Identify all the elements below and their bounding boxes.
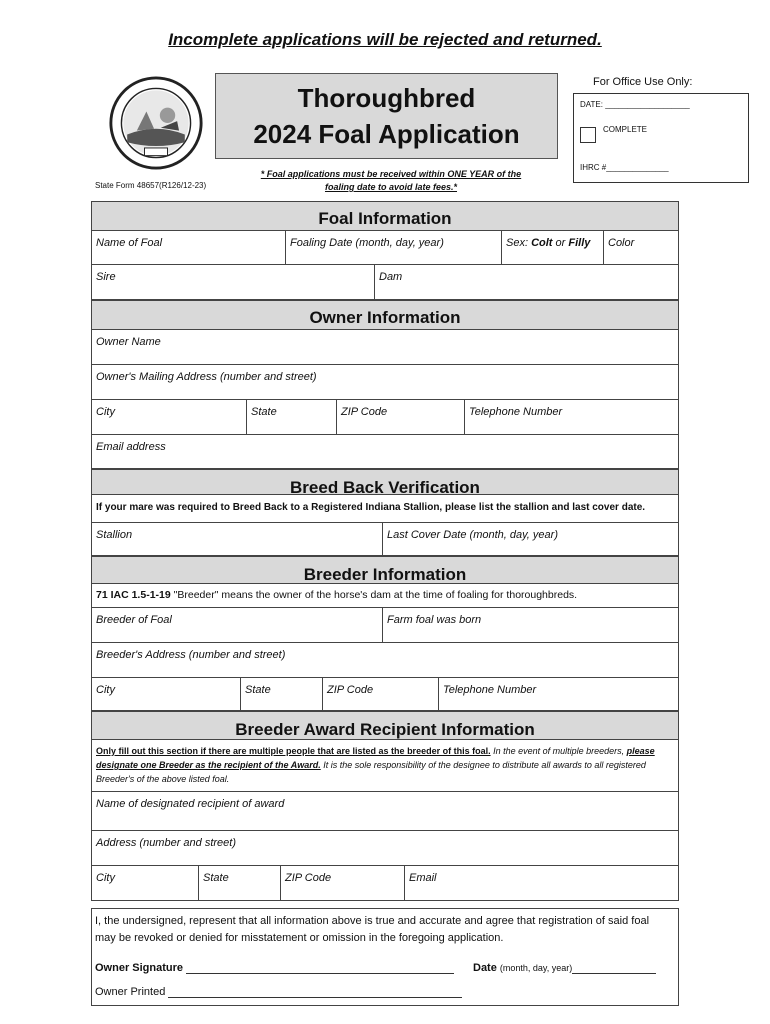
foal-name-label: Name of Foal [96,237,163,249]
breed-back-row [91,523,679,556]
date-label: Date [473,962,497,974]
owner-name-field[interactable] [92,330,678,364]
owner-printed-label: Owner Printed [95,986,166,998]
owner-printed-line[interactable] [95,986,462,998]
owner-city-label: City [96,406,115,418]
owner-signature-blank[interactable] [186,973,454,974]
color-label: Color [608,237,635,249]
foal-info-heading: Foal Information [91,201,679,231]
breeder-address-label: Breeder's Address (number and street) [96,649,286,661]
owner-zip-label: ZIP Code [341,406,388,418]
farm-field[interactable] [382,608,678,642]
foal-deadline-note [232,168,550,194]
award-city-label: City [96,872,115,884]
breed-back-instruction: If your mare was required to Breed Back to a Registered Indiana Stallion, please list the stallion and last cover date. [91,495,679,523]
sire-field[interactable] [92,265,374,299]
ihrc-number-field: IHRC #______________ [580,163,669,172]
rule-text: "Breeder" means the owner of the horse's dam at the time of foaling for thoroughbreds. [170,589,578,601]
award-zip-field[interactable] [280,866,404,900]
last-cover-date-label: Last Cover Date (month, day, year) [387,529,558,541]
award-recipient-field[interactable] [92,792,678,830]
award-note-bold2: please designate one Breeder as the recipient of the Award. [96,746,655,770]
state-seal-icon [108,75,204,171]
breeder-city-label: City [96,684,115,696]
award-state-field[interactable] [198,866,280,900]
award-city-field[interactable] [92,866,198,900]
award-address-label: Address (number and street) [96,837,237,849]
sex-field[interactable] [501,231,603,264]
owner-printed-blank[interactable] [168,997,462,998]
foal-name-field[interactable] [92,231,285,264]
sire-label: Sire [96,271,116,283]
complete-label: COMPLETE [603,125,648,134]
certification-statement: I, the undersigned, represent that all information above is true and accurate and agree that registration of said foal may be revoked or denied for misstatement or omission in the foregoing application. [95,915,650,944]
award-recipient-label: Name of designated recipient of award [96,798,285,810]
stallion-field[interactable] [92,523,382,555]
award-state-label: State [203,872,229,884]
owner-name-row [91,330,679,365]
dam-field[interactable] [374,265,678,299]
form-title-box [215,73,558,159]
breeder-phone-label: Telephone Number [443,684,537,696]
award-address-field[interactable] [92,831,678,865]
owner-state-field[interactable] [246,400,336,434]
breeder-state-label: State [245,684,271,696]
award-recipient-row [91,792,679,831]
award-zip-label: ZIP Code [285,872,332,884]
award-address-row [91,831,679,866]
award-note-italic1: In the event of multiple breeders, [490,746,627,756]
breeder-location-row [91,678,679,711]
award-location-row [91,866,679,901]
foaling-date-field[interactable] [285,231,501,264]
rule-reference: 71 IAC 1.5-1-19 [96,589,171,601]
owner-email-row [91,435,679,469]
foal-row-1 [91,231,679,265]
owner-location-row [91,400,679,435]
state-form-number: State Form 48657(R126/12-23) [95,181,207,190]
last-cover-date-field[interactable] [382,523,678,555]
breeder-address-row [91,643,679,678]
award-email-field[interactable] [404,866,678,900]
owner-email-field[interactable] [92,435,678,468]
form-title-line1: Thoroughbred [297,83,476,113]
date-hint: (month, day, year) [499,963,573,973]
owner-signature-line[interactable] [95,962,454,974]
owner-name-label: Owner Name [96,336,161,348]
owner-city-field[interactable] [92,400,246,434]
sex-label: Sex: Colt or Filly [506,237,591,249]
color-field[interactable] [603,231,678,264]
breeder-zip-label: ZIP Code [327,684,374,696]
owner-signature-label: Owner Signature [95,962,184,974]
dam-label: Dam [379,271,403,283]
foaling-date-label: Foaling Date (month, day, year) [290,237,444,249]
owner-address-label: Owner's Mailing Address (number and street) [96,371,317,383]
incomplete-warning: Incomplete applications will be rejected and returned. [168,30,602,49]
owner-email-label: Email address [96,441,166,453]
date-blank[interactable] [572,973,656,974]
award-recipient-heading: Breeder Award Recipient Information [91,711,679,740]
foal-row-2 [91,265,679,300]
award-note [91,740,679,792]
foal-note-line2: foaling date to avoid late fees.* [324,182,458,192]
breed-back-heading: Breed Back Verification [91,469,679,495]
breeder-address-field[interactable] [92,643,678,677]
owner-phone-label: Telephone Number [469,406,563,418]
stallion-label: Stallion [96,529,133,541]
award-email-label: Email [409,872,437,884]
breeder-definition [91,584,679,608]
owner-state-label: State [251,406,277,418]
owner-phone-field[interactable] [464,400,678,434]
owner-address-field[interactable] [92,365,678,399]
owner-zip-field[interactable] [336,400,464,434]
breeder-city-field[interactable] [92,678,240,710]
farm-label: Farm foal was born [387,614,482,626]
breeder-zip-field[interactable] [322,678,438,710]
breeder-row-1 [91,608,679,643]
owner-address-row [91,365,679,400]
office-use-label: For Office Use Only: [593,76,693,88]
award-note-bold1: Only fill out this section if there are multiple people that are listed as the breeder of this foal. [96,746,491,756]
office-date-field: DATE: ___________________ [580,100,690,109]
owner-info-heading: Owner Information [91,300,679,330]
breeder-phone-field[interactable] [438,678,678,710]
foal-note-line1: * Foal applications must be received within ONE YEAR of the [260,169,522,179]
breeder-state-field[interactable] [240,678,322,710]
breeder-of-foal-label: Breeder of Foal [96,614,172,626]
signature-date-line[interactable] [473,962,656,974]
breeder-info-heading: Breeder Information [91,556,679,584]
breeder-of-foal-field[interactable] [92,608,382,642]
form-title-line2: 2024 Foal Application [253,119,520,149]
award-note-italic2: It is the sole responsibility of the designee to distribute all awards to all registered Breeder's of the above listed foal. [96,760,646,784]
complete-checkbox[interactable] [580,127,596,143]
